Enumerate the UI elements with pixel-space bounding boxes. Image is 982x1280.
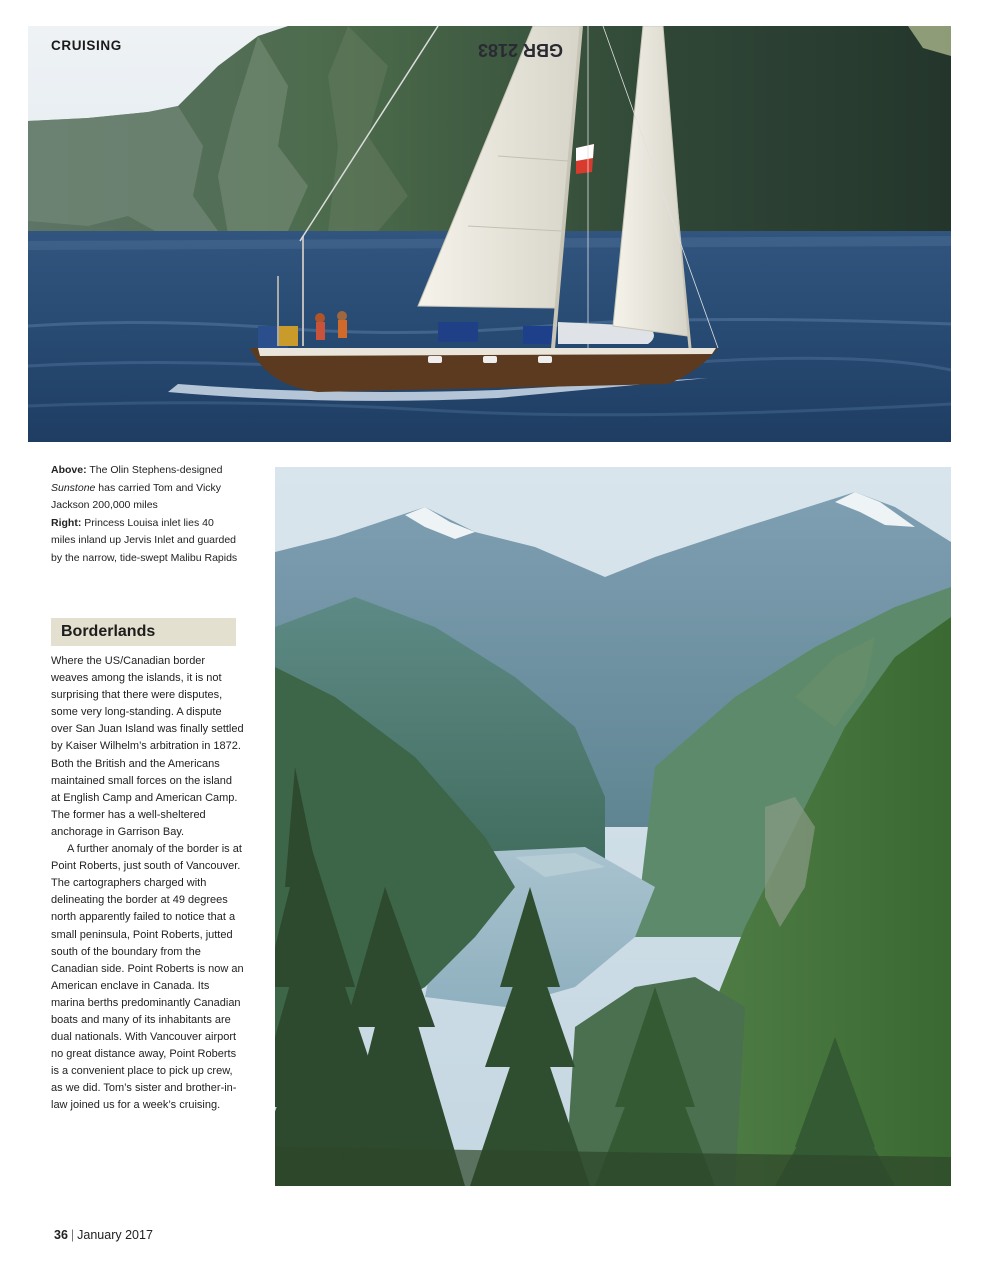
- caption-above-label: Above:: [51, 464, 87, 476]
- caption-right: [51, 515, 241, 568]
- sidebar-heading: Borderlands: [51, 618, 236, 646]
- footer-separator: |: [70, 1228, 75, 1242]
- caption-above: [51, 462, 241, 515]
- page-footer: [54, 1228, 153, 1242]
- issue-date: January 2017: [77, 1228, 153, 1242]
- caption-boat-name: Sunstone: [51, 481, 96, 494]
- sidebar-paragraph-2: A further anomaly of the border is at Point Roberts, just south of Vancouver. The cartographers charged with delineating the border at 49 degrees north apparently failed to notice that a small peninsula, Point Roberts, jutted south of the boundary from the Canadian side. Point Roberts is now an American enclave in Canada. Its marina berths predominantly Canadian boats and many of its inhabitants are dual nationals. With Vancouver airport no great distance away, Point Roberts is a convenient place to pick up crew, as we did. Tom’s sister and brother-in-law joined us for a week’s cruising.: [51, 843, 244, 1112]
- sidebar-paragraph-1: Where the US/Canadian border weaves among the islands, it is not surprising that there were disputes, some very long-standing. A dispute over San Juan Island was finally settled by Kaiser Wilhelm’s arbitration in 1872. Both the British and the Americans maintained small forces on the island at English Camp and American Camp. The former has a well-sheltered anchorage in Garrison Bay.: [51, 655, 244, 838]
- caption-above-text-1: The Olin Stephens-designed: [89, 464, 223, 476]
- page-number: 36: [54, 1228, 68, 1242]
- sailing-yacht-photo: [28, 26, 951, 442]
- section-label: CRUISING: [51, 38, 122, 53]
- sail-number: GBR 2183: [477, 40, 563, 60]
- caption-right-label: Right:: [51, 516, 82, 529]
- caption-right-text: Princess Louisa inlet lies 40 miles inland up Jervis Inlet and guarded by the narrow, tide-swept Malibu Rapids: [51, 516, 238, 564]
- photo-caption: [51, 462, 241, 567]
- inlet-landscape-photo: [275, 467, 951, 1186]
- caption-above-text-2: has carried Tom and Vicky Jackson 200,000 miles: [51, 481, 222, 511]
- sidebar-body: [51, 653, 244, 1115]
